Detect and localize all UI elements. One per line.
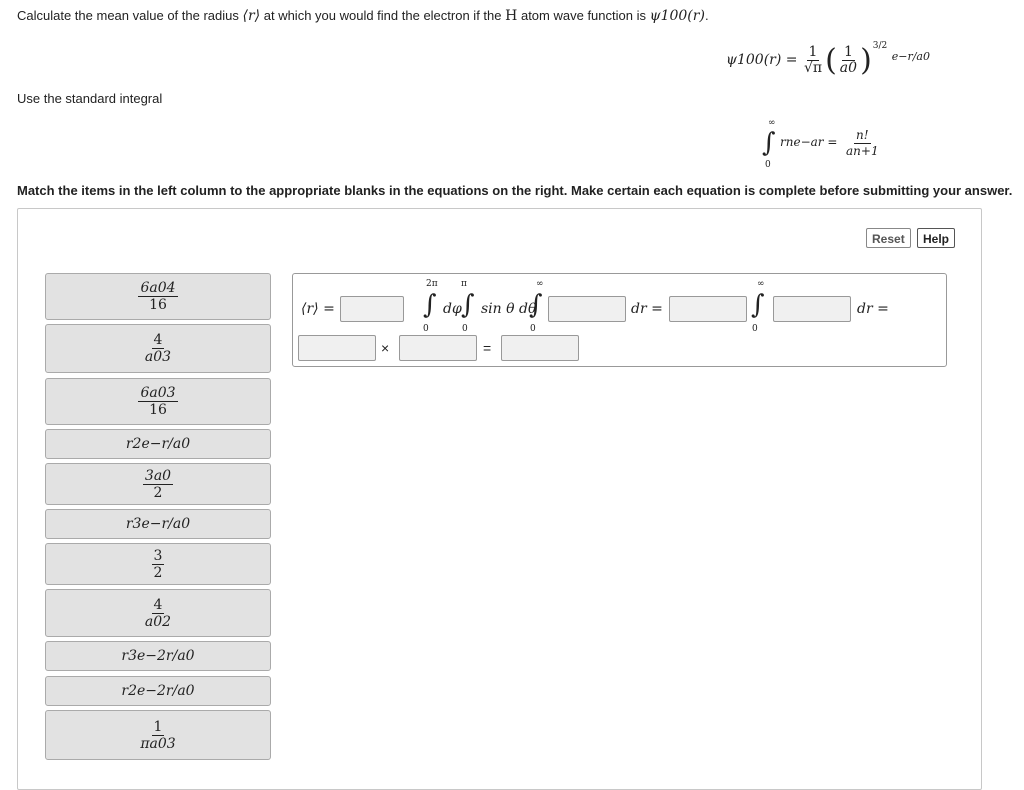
hint-text: Use the standard integral [17,91,163,106]
instructions: Match the items in the left column to the appropriate blanks in the equations on the right. Make certain each equation is complete before submitting your answer. [17,183,1013,198]
wavefunction-equation: ψ100(r) = $\frac{1}{√\pi}$ ( $\frac{1}{a0}$ ) $^{3/2}$ $^{e-r/a0}$ [726,41,930,78]
blank-2[interactable] [548,296,626,322]
tile-4-over-a0-3[interactable]: $\frac{4}{a03}$ [45,324,271,373]
equation-box: ⟨r⟩ = 2π ∫ 0 dφ π ∫ 0 sin θ dθ ∞ ∫ 0 dr = ∞ ∫ 0 dr = × = [292,273,947,367]
blank-1[interactable] [340,296,404,322]
tile-r3-exp-2r-a0[interactable]: r3e−2r/a0 [45,641,271,671]
tile-1-over-pi-a0-3[interactable]: $\frac{1}{\pi a03}$ [45,710,271,760]
mean-radius-symbol: ⟨r⟩ [242,8,261,24]
blank-3[interactable] [669,296,747,322]
tile-r2-exp-r-a0[interactable]: r2e−r/a0 [45,429,271,459]
tile-r3-exp-r-a0[interactable]: r3e−r/a0 [45,509,271,539]
tile-r2-exp-2r-a0[interactable]: r2e−2r/a0 [45,676,271,706]
blank-7[interactable] [501,335,579,361]
hydrogen-symbol: H [505,8,518,24]
standard-integral: ∞ ∫ 0 rne−ar = $\frac{n!}{an+1}$ [762,118,879,170]
question-text: Calculate the mean value of the radius ⟨r⟩ at which you would find the electron if the H atom wave function is ψ100(r). [17,8,709,24]
reset-button[interactable]: Reset [866,228,911,248]
blank-5[interactable] [298,335,376,361]
blank-6[interactable] [399,335,477,361]
tile-6a0-3-over-16[interactable]: $\frac{6a03}{16}$ [45,378,271,425]
tile-3-over-2[interactable]: $\frac{3}{2}$ [45,543,271,585]
psi-symbol: ψ100(r) [649,8,705,24]
tile-3a0-over-2[interactable]: $\frac{3a0}{2}$ [45,463,271,505]
blank-4[interactable] [773,296,851,322]
help-button[interactable]: Help [917,228,955,248]
tile-4-over-a0-2[interactable]: $\frac{4}{a02}$ [45,589,271,637]
tile-6a0-4-over-16[interactable]: $\frac{6a04}{16}$ [45,273,271,320]
